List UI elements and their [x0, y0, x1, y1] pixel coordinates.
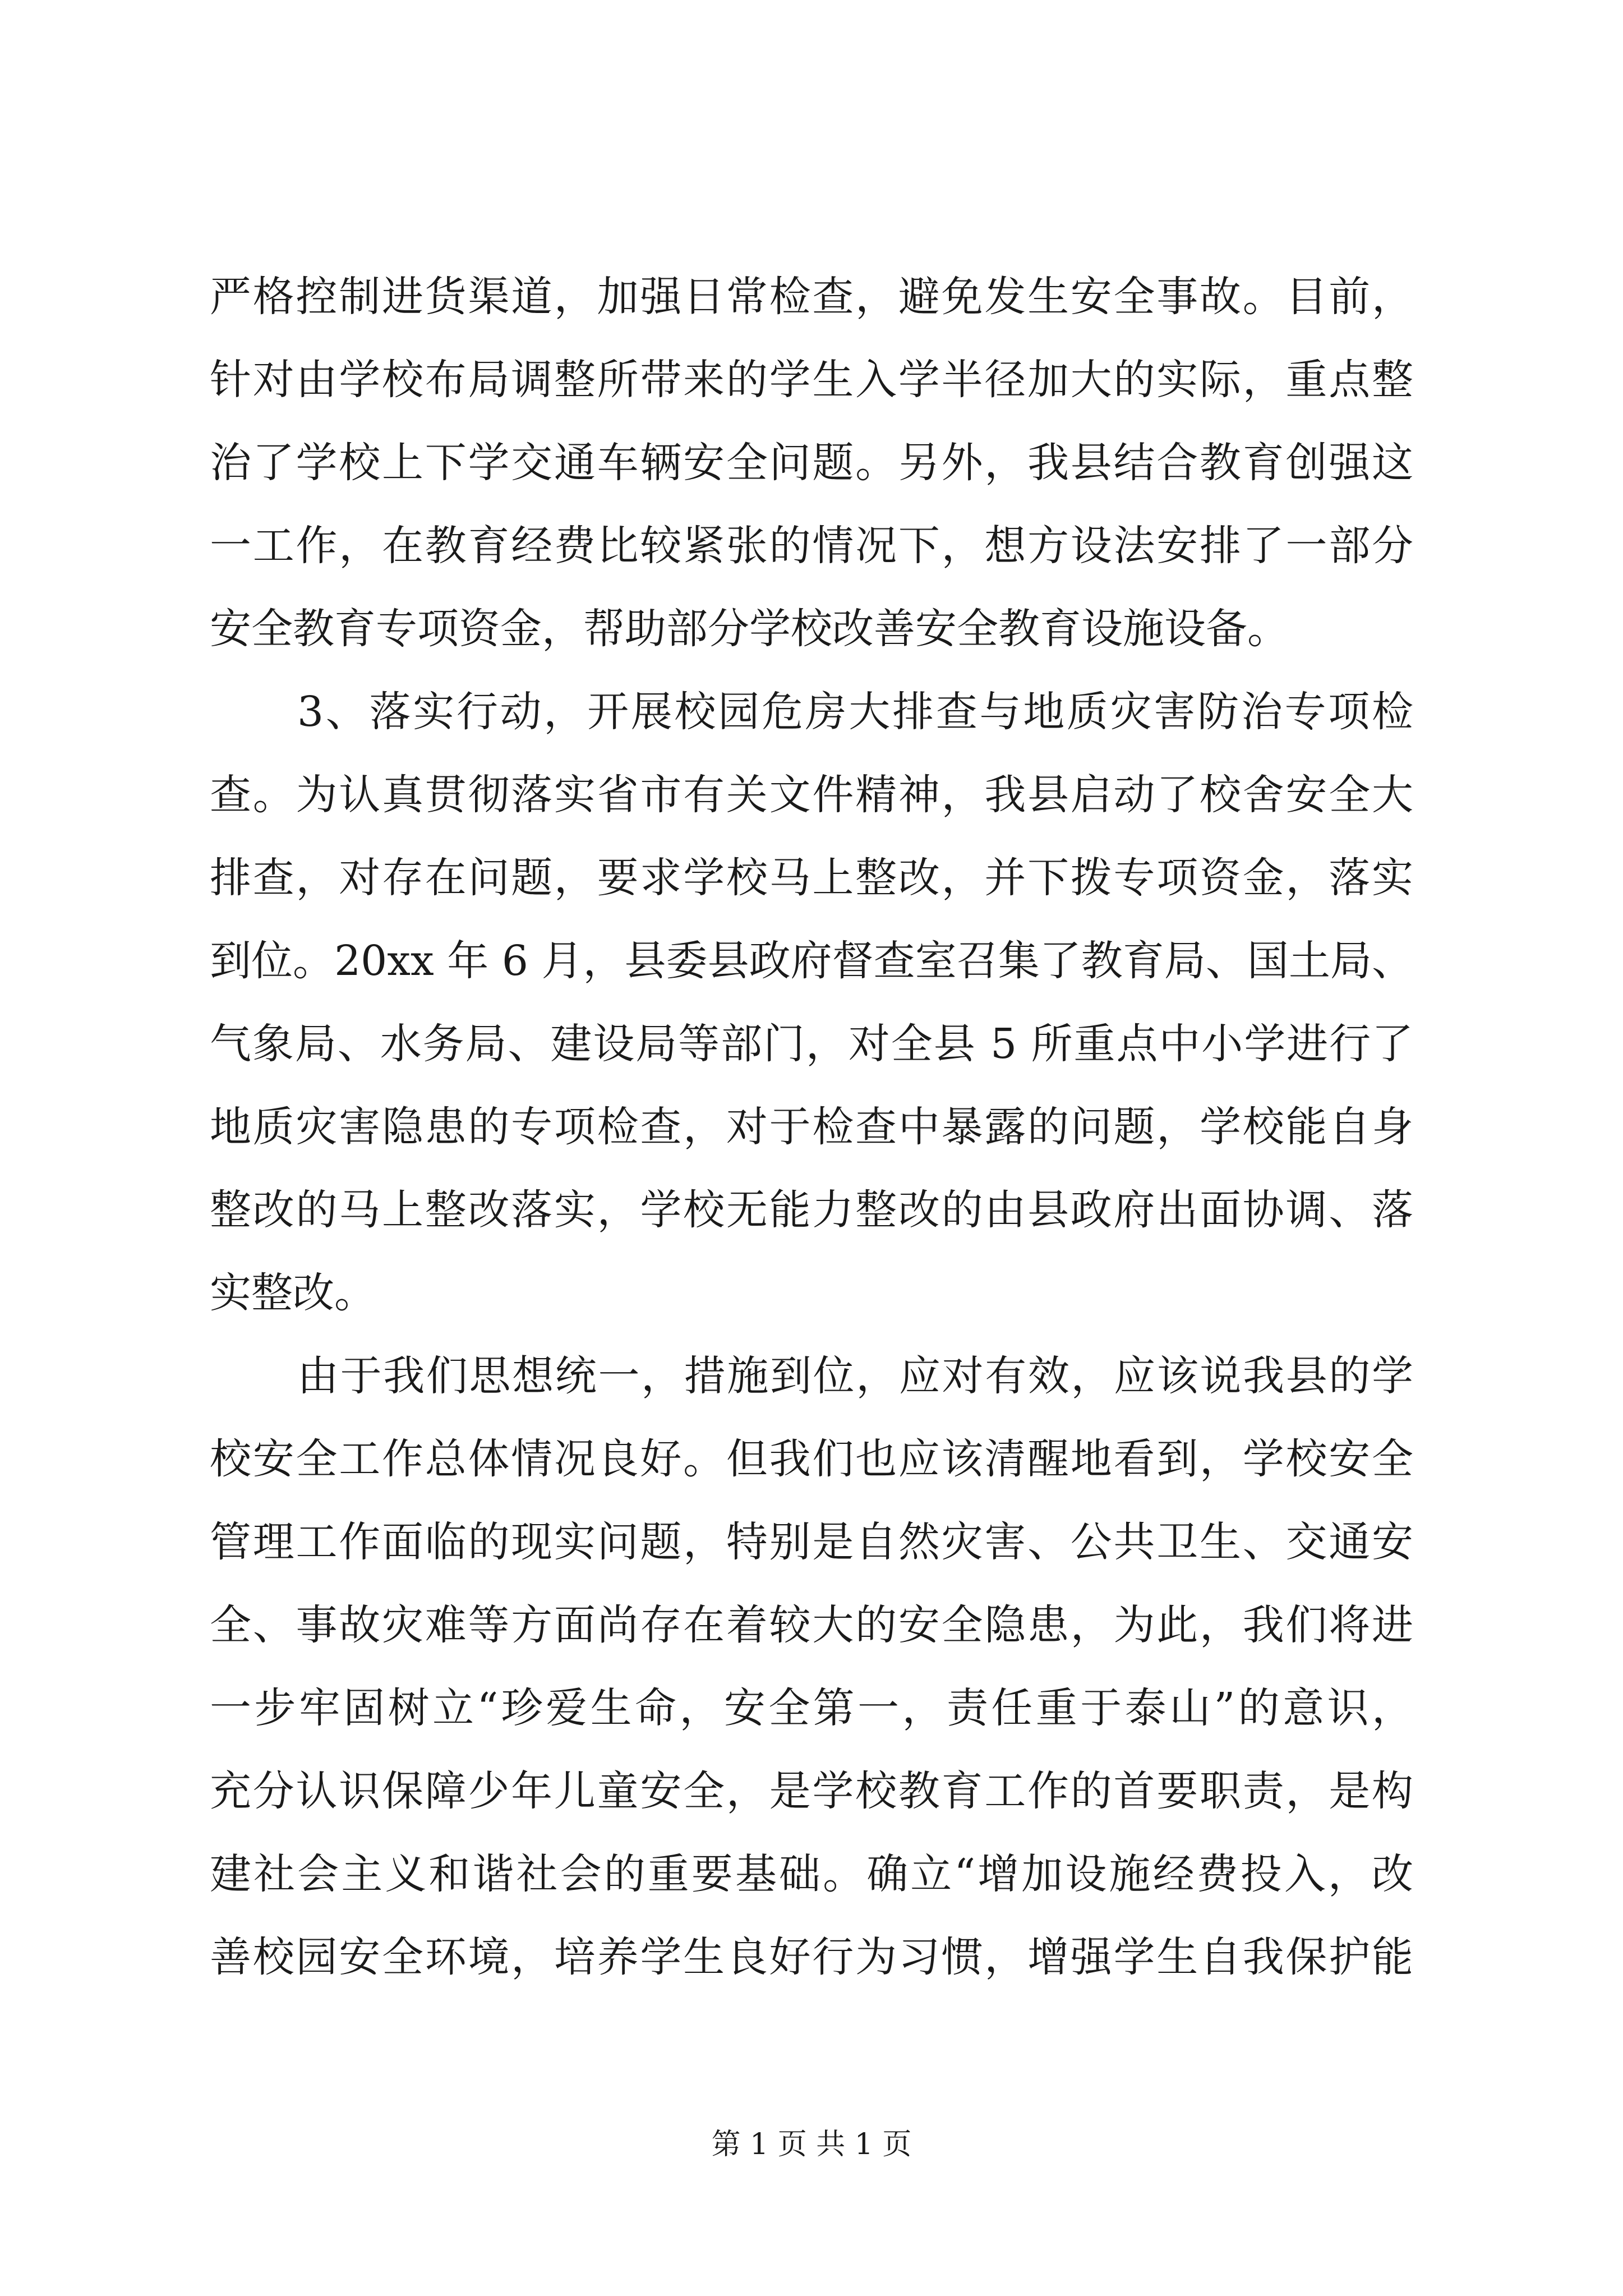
text-line: 善校园安全环境，培养学生良好行为习惯，增强学生自我保护能: [210, 1933, 1413, 1981]
text-line: 整改的马上整改落实，学校无能力整改的由县政府出面协调、落: [210, 1186, 1413, 1234]
text-line: 建社会主义和谐社会的重要基础。确立“增加设施经费投入，改: [210, 1850, 1413, 1898]
text-line: 3、落实行动，开展校园危房大排查与地质灾害防治专项检: [297, 688, 1413, 736]
text-line: 管理工作面临的现实问题，特别是自然灾害、公共卫生、交通安: [210, 1518, 1413, 1566]
text-line: 由于我们思想统一，措施到位，应对有效，应该说我县的学: [297, 1352, 1413, 1400]
text-line: 校安全工作总体情况良好。但我们也应该清醒地看到，学校安全: [210, 1435, 1413, 1483]
text-line: 地质灾害隐患的专项检查，对于检查中暴露的问题，学校能自身: [210, 1103, 1413, 1151]
document-body: [210, 255, 1413, 1999]
text-line: 安全教育专项资金，帮助部分学校改善安全教育设施设备。: [210, 605, 1289, 653]
text-line: 到位。20xx 年 6 月，县委县政府督查室召集了教育局、国土局、: [210, 937, 1413, 985]
text-line: 治了学校上下学交通车辆安全问题。另外，我县结合教育创强这: [210, 439, 1413, 487]
text-line: 针对由学校布局调整所带来的学生入学半径加大的实际，重点整: [210, 356, 1413, 404]
page-number-footer: 第 1 页 共 1 页: [711, 2128, 912, 2161]
text-line: 查。为认真贯彻落实省市有关文件精神，我县启动了校舍安全大: [210, 771, 1413, 819]
text-line: 排查，对存在问题，要求学校马上整改，并下拨专项资金，落实: [210, 854, 1413, 902]
text-line: 气象局、水务局、建设局等部门，对全县 5 所重点中小学进行了: [210, 1020, 1413, 1068]
text-line: 充分认识保障少年儿童安全，是学校教育工作的首要职责，是构: [210, 1767, 1413, 1815]
text-line: 严格控制进货渠道，加强日常检查，避免发生安全事故。目前，: [210, 273, 1413, 321]
text-line: 一步牢固树立“珍爱生命，安全第一，责任重于泰山”的意识，: [210, 1684, 1413, 1732]
text-line: 一工作，在教育经费比较紧张的情况下，想方设法安排了一部分: [210, 522, 1413, 570]
text-line: 实整改。: [210, 1269, 376, 1317]
text-line: 全、事故灾难等方面尚存在着较大的安全隐患，为此，我们将进: [210, 1601, 1413, 1649]
